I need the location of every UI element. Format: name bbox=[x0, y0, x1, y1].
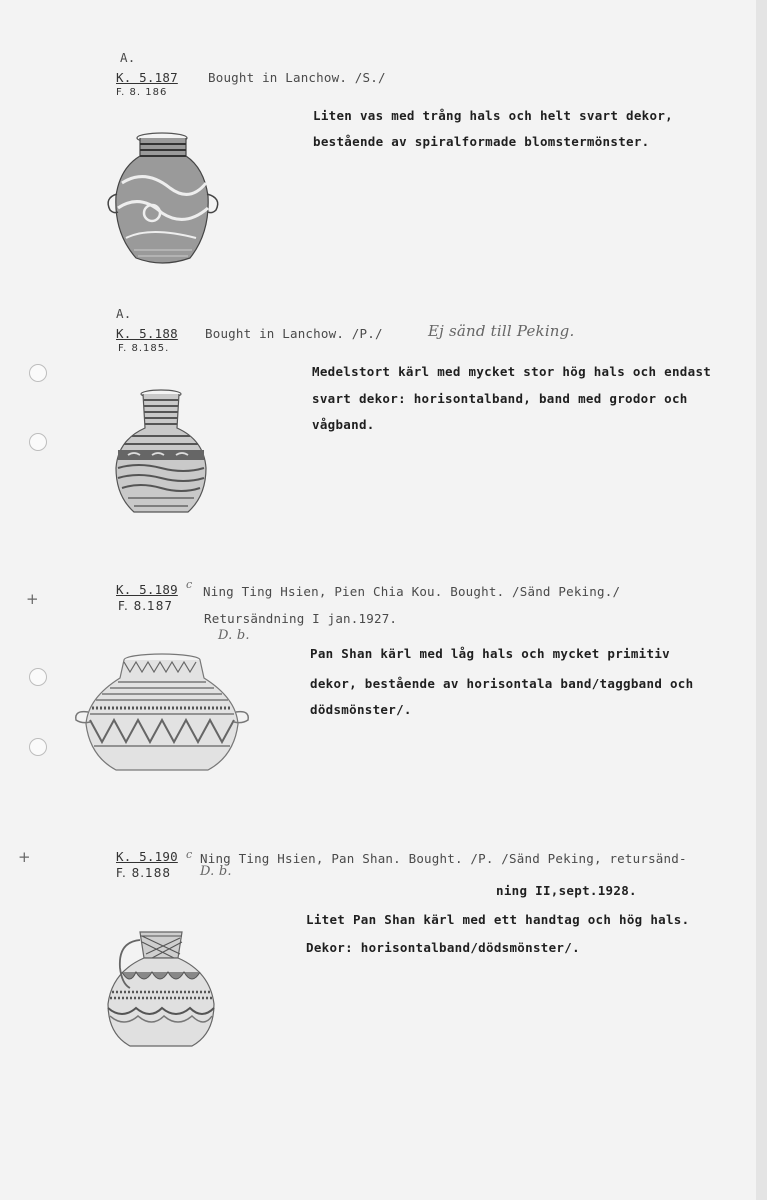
catalog-number: K. 5.190 bbox=[116, 849, 178, 864]
entry-heading-line: Retursändning I jan.1927. bbox=[204, 611, 398, 626]
margin-mark: + bbox=[26, 590, 39, 608]
entry-description-line: dekor, bestående av horisontala band/taggband och bbox=[310, 676, 694, 691]
entry-description-line: svart dekor: horisontalband, band med grodor och bbox=[312, 391, 688, 406]
handwritten-initials: D. b. bbox=[200, 864, 232, 879]
entry-description-line: Pan Shan kärl med låg hals och mycket primitiv bbox=[310, 646, 670, 661]
entry-heading-line: ning II,sept.1928. bbox=[496, 883, 637, 898]
field-number: F. 8.185. bbox=[118, 343, 170, 354]
catalog-number: K. 5.188 bbox=[116, 326, 178, 341]
entry-letter: A. bbox=[120, 50, 136, 65]
entry-heading: Ning Ting Hsien, Pan Shan. Bought. /P. /Sänd Peking, retursänd- bbox=[200, 851, 687, 866]
vase-drawing bbox=[100, 128, 230, 268]
entry-heading: Ning Ting Hsien, Pien Chia Kou. Bought. /Sänd Peking./ bbox=[203, 584, 621, 599]
vase-drawing bbox=[72, 652, 252, 776]
margin-mark: + bbox=[18, 848, 31, 866]
page-edge bbox=[756, 0, 767, 1200]
entry-description-line: Liten vas med trång hals och helt svart dekor, bbox=[313, 108, 673, 123]
punch-hole bbox=[29, 738, 47, 756]
field-number: F. 8. 186 bbox=[116, 87, 168, 98]
punch-hole bbox=[29, 433, 47, 451]
entry-description-line: dödsmönster/. bbox=[310, 702, 412, 717]
entry-description-line: vågband. bbox=[312, 417, 375, 432]
entry-description-line: bestående av spiralformade blomstermönster. bbox=[313, 134, 650, 149]
entry-heading: Bought in Lanchow. /P./ bbox=[205, 326, 383, 341]
field-number: F. 8.187 bbox=[118, 599, 173, 613]
entry-letter: A. bbox=[116, 306, 132, 321]
vase-drawing bbox=[100, 928, 220, 1052]
field-number: F. 8.188 bbox=[116, 866, 171, 880]
entry-description-line: Medelstort kärl med mycket stor hög hals och endast bbox=[312, 364, 712, 379]
handwritten-initials: D. b. bbox=[218, 628, 250, 643]
entry-description-line: Dekor: horisontalband/dödsmönster/. bbox=[306, 940, 580, 955]
catalog-number: K. 5.187 bbox=[116, 70, 178, 85]
entry-description-line: Litet Pan Shan kärl med ett handtag och hög hals. bbox=[306, 912, 690, 927]
punch-hole bbox=[29, 364, 47, 382]
vase-drawing bbox=[108, 388, 214, 518]
catalog-mark: c bbox=[186, 848, 193, 861]
entry-heading: Bought in Lanchow. /S./ bbox=[208, 70, 386, 85]
catalog-mark: c bbox=[186, 578, 193, 591]
punch-hole bbox=[29, 668, 47, 686]
handwritten-note: Ej sänd till Peking. bbox=[428, 322, 575, 340]
catalog-number: K. 5.189 bbox=[116, 582, 178, 597]
